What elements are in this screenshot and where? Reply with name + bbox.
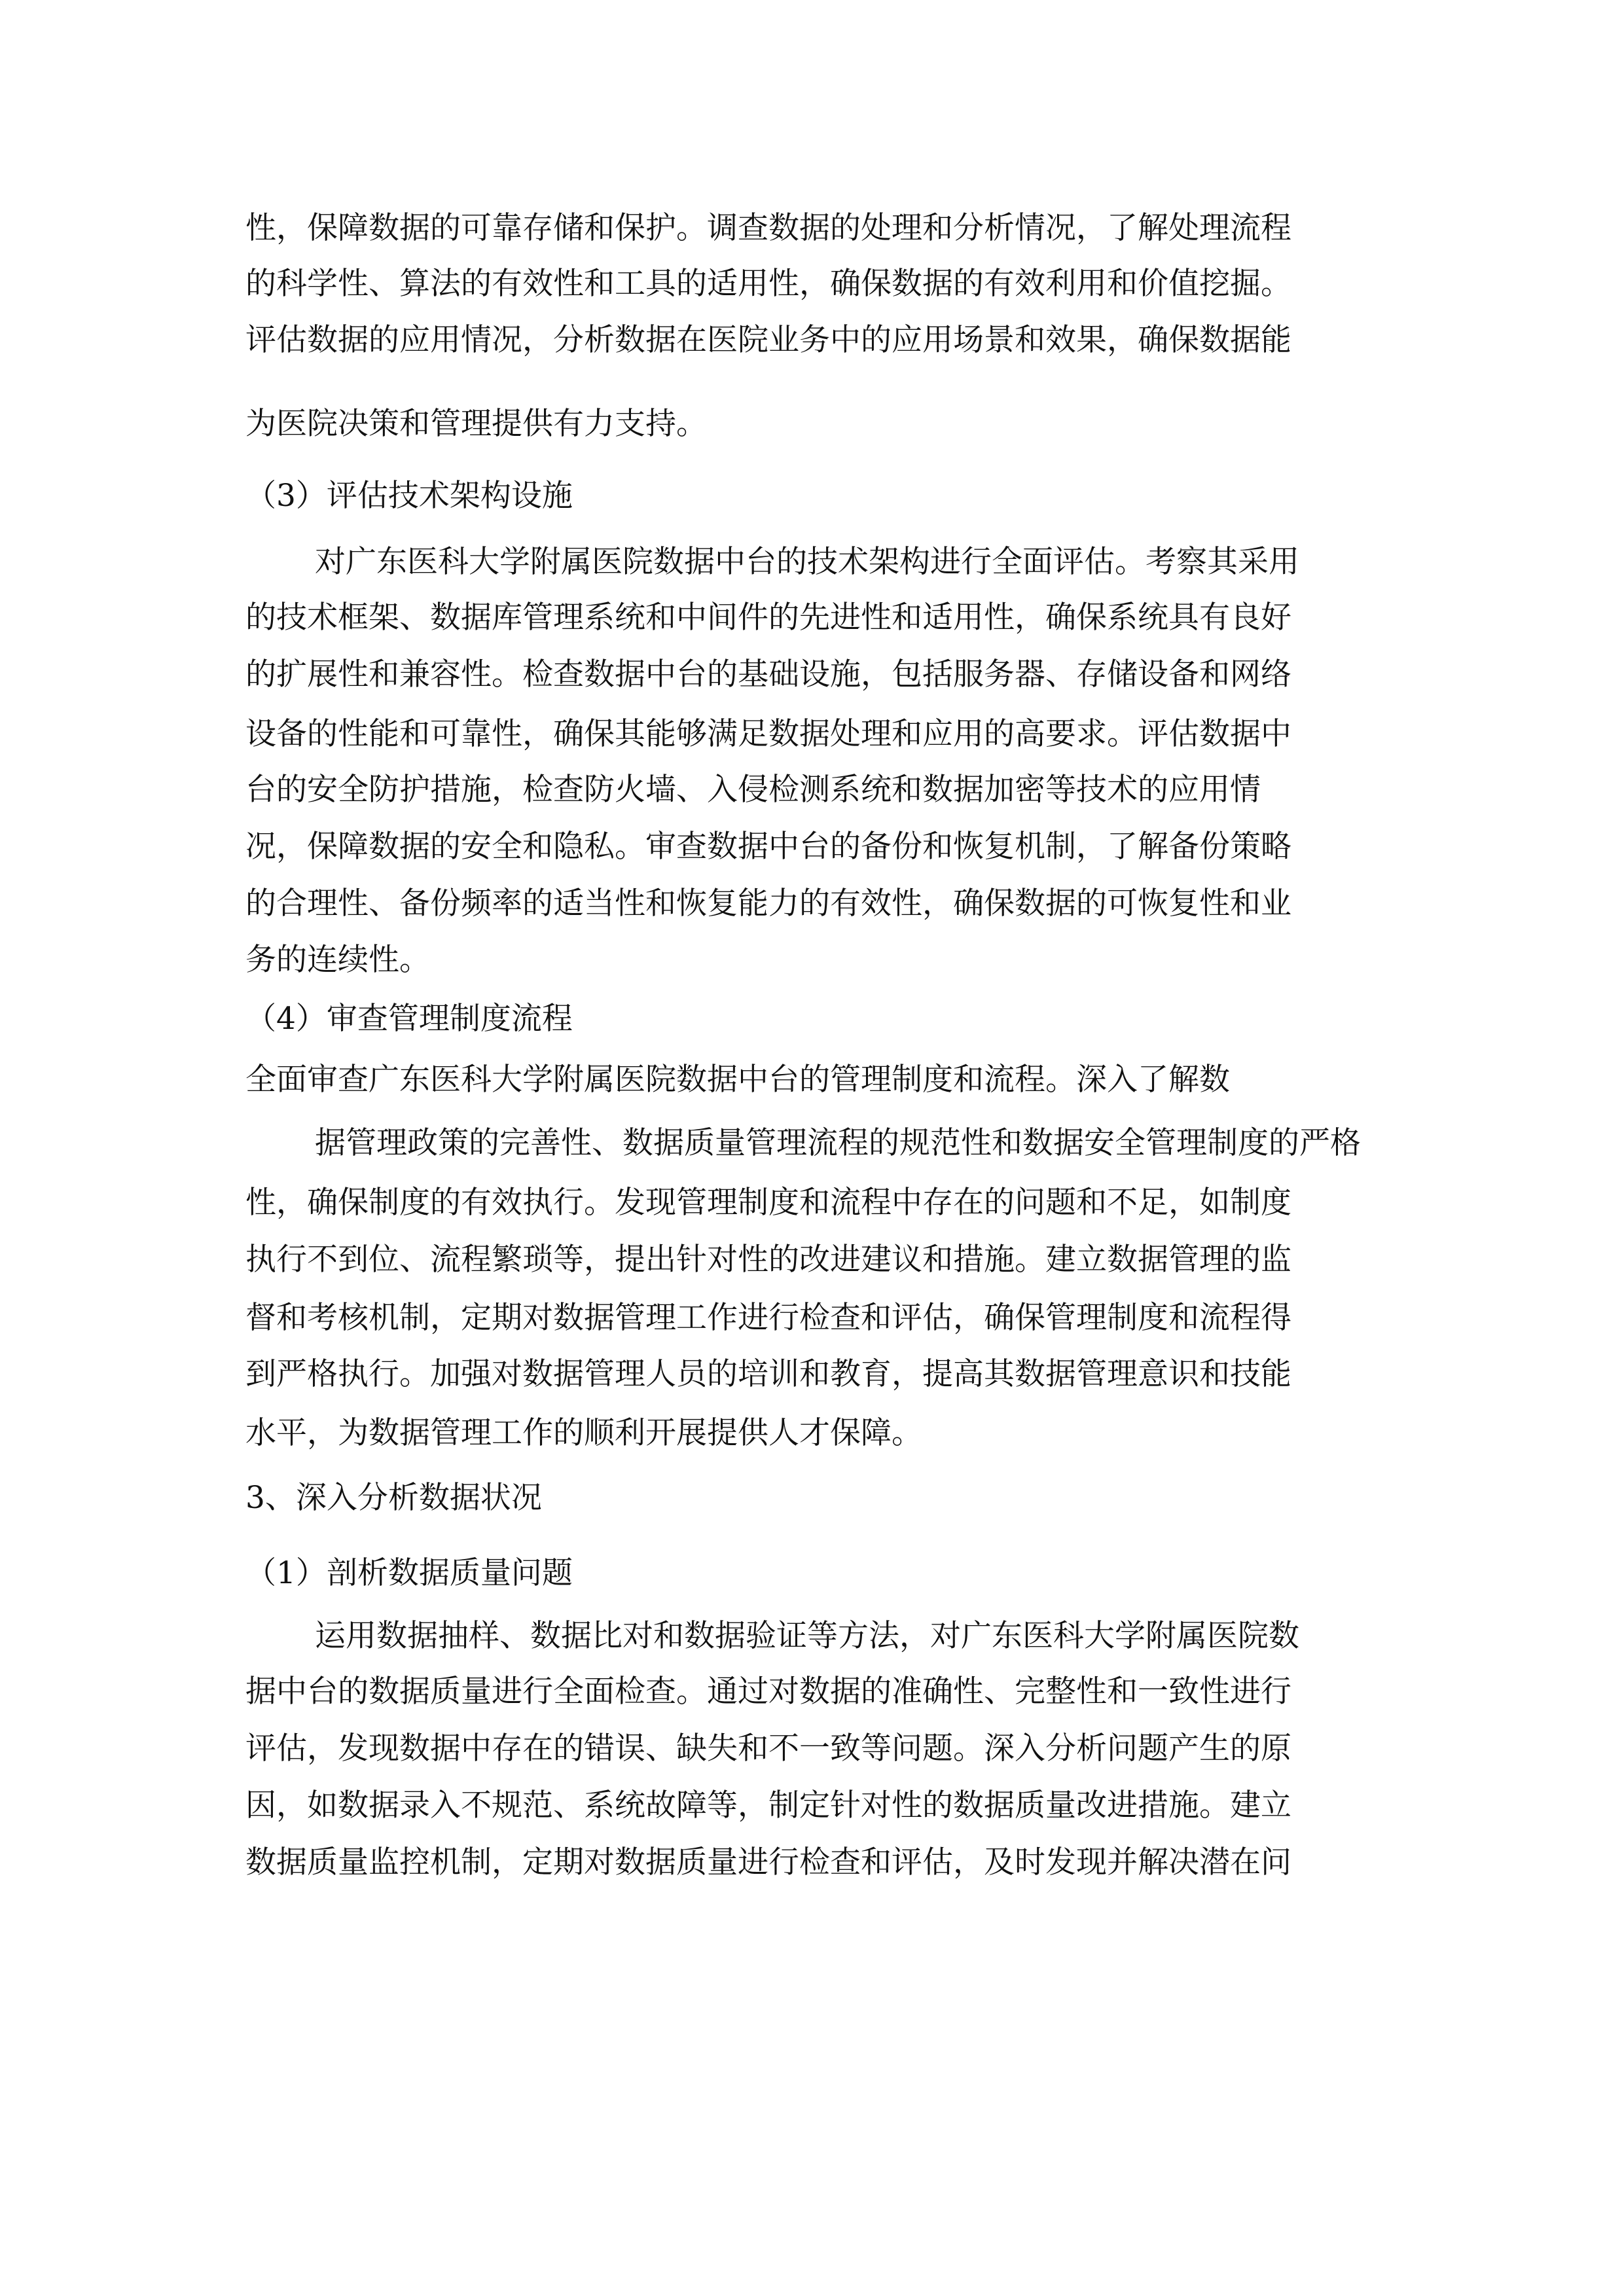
body-text-line: 的科学性、算法的有效性和工具的适用性，确保数据的有效利用和价值挖掘。 <box>245 266 1291 302</box>
body-text-line: 据管理政策的完善性、数据质量管理流程的规范性和数据安全管理制度的严格 <box>315 1125 1361 1161</box>
body-text-line: 运用数据抽样、数据比对和数据验证等方法，对广东医科大学附属医院数 <box>315 1618 1299 1654</box>
body-text-line: 因，如数据录入不规范、系统故障等，制定针对性的数据质量改进措施。建立 <box>245 1787 1291 1823</box>
body-text-line: 务的连续性。 <box>245 942 430 978</box>
body-text-line: 到严格执行。加强对数据管理人员的培训和教育，提高其数据管理意识和技能 <box>245 1356 1291 1392</box>
body-text-line: 性，确保制度的有效执行。发现管理制度和流程中存在的问题和不足，如制度 <box>245 1185 1291 1221</box>
section-heading: （1）剖析数据质量问题 <box>245 1555 573 1591</box>
body-text-line: 据中台的数据质量进行全面检查。通过对数据的准确性、完整性和一致性进行 <box>245 1674 1291 1710</box>
section-heading: 3、深入分析数据状况 <box>245 1480 542 1516</box>
section-heading: 全面审查广东医科大学附属医院数据中台的管理制度和流程。深入了解数 <box>245 1062 1230 1098</box>
body-text-line: （4）审查管理制度流程 <box>245 1001 573 1037</box>
body-text-line: 对广东医科大学附属医院数据中台的技术架构进行全面评估。考察其采用 <box>315 544 1299 580</box>
body-text-line: 执行不到位、流程繁琐等，提出针对性的改进建议和措施。建立数据管理的监 <box>245 1242 1291 1278</box>
body-text-line: 评估数据的应用情况，分析数据在医院业务中的应用场景和效果，确保数据能 <box>245 322 1291 358</box>
body-text-line: 为医院决策和管理提供有力支持。 <box>245 406 707 442</box>
body-text-line: 的合理性、备份频率的适当性和恢复能力的有效性，确保数据的可恢复性和业 <box>245 886 1291 922</box>
body-text-line: 水平，为数据管理工作的顺利开展提供人才保障。 <box>245 1415 922 1451</box>
body-text-line: 的扩展性和兼容性。检查数据中台的基础设施，包括服务器、存储设备和网络 <box>245 656 1291 692</box>
body-text-line: 督和考核机制，定期对数据管理工作进行检查和评估，确保管理制度和流程得 <box>245 1300 1291 1336</box>
body-text-line: 台的安全防护措施，检查防火墙、入侵检测系统和数据加密等技术的应用情 <box>245 772 1261 808</box>
body-text-line: 设备的性能和可靠性，确保其能够满足数据处理和应用的高要求。评估数据中 <box>245 716 1291 752</box>
body-text-line: 性，保障数据的可靠存储和保护。调查数据的处理和分析情况，了解处理流程 <box>245 210 1291 246</box>
body-text-line: 的技术框架、数据库管理系统和中间件的先进性和适用性，确保系统具有良好 <box>245 600 1291 636</box>
body-text-line: 数据质量监控机制，定期对数据质量进行检查和评估，及时发现并解决潜在问 <box>245 1844 1291 1880</box>
body-text-line: 评估，发现数据中存在的错误、缺失和不一致等问题。深入分析问题产生的原 <box>245 1731 1291 1767</box>
section-heading: （3）评估技术架构设施 <box>245 478 573 514</box>
body-text-line: 况，保障数据的安全和隐私。审查数据中台的备份和恢复机制，了解备份策略 <box>245 829 1291 865</box>
